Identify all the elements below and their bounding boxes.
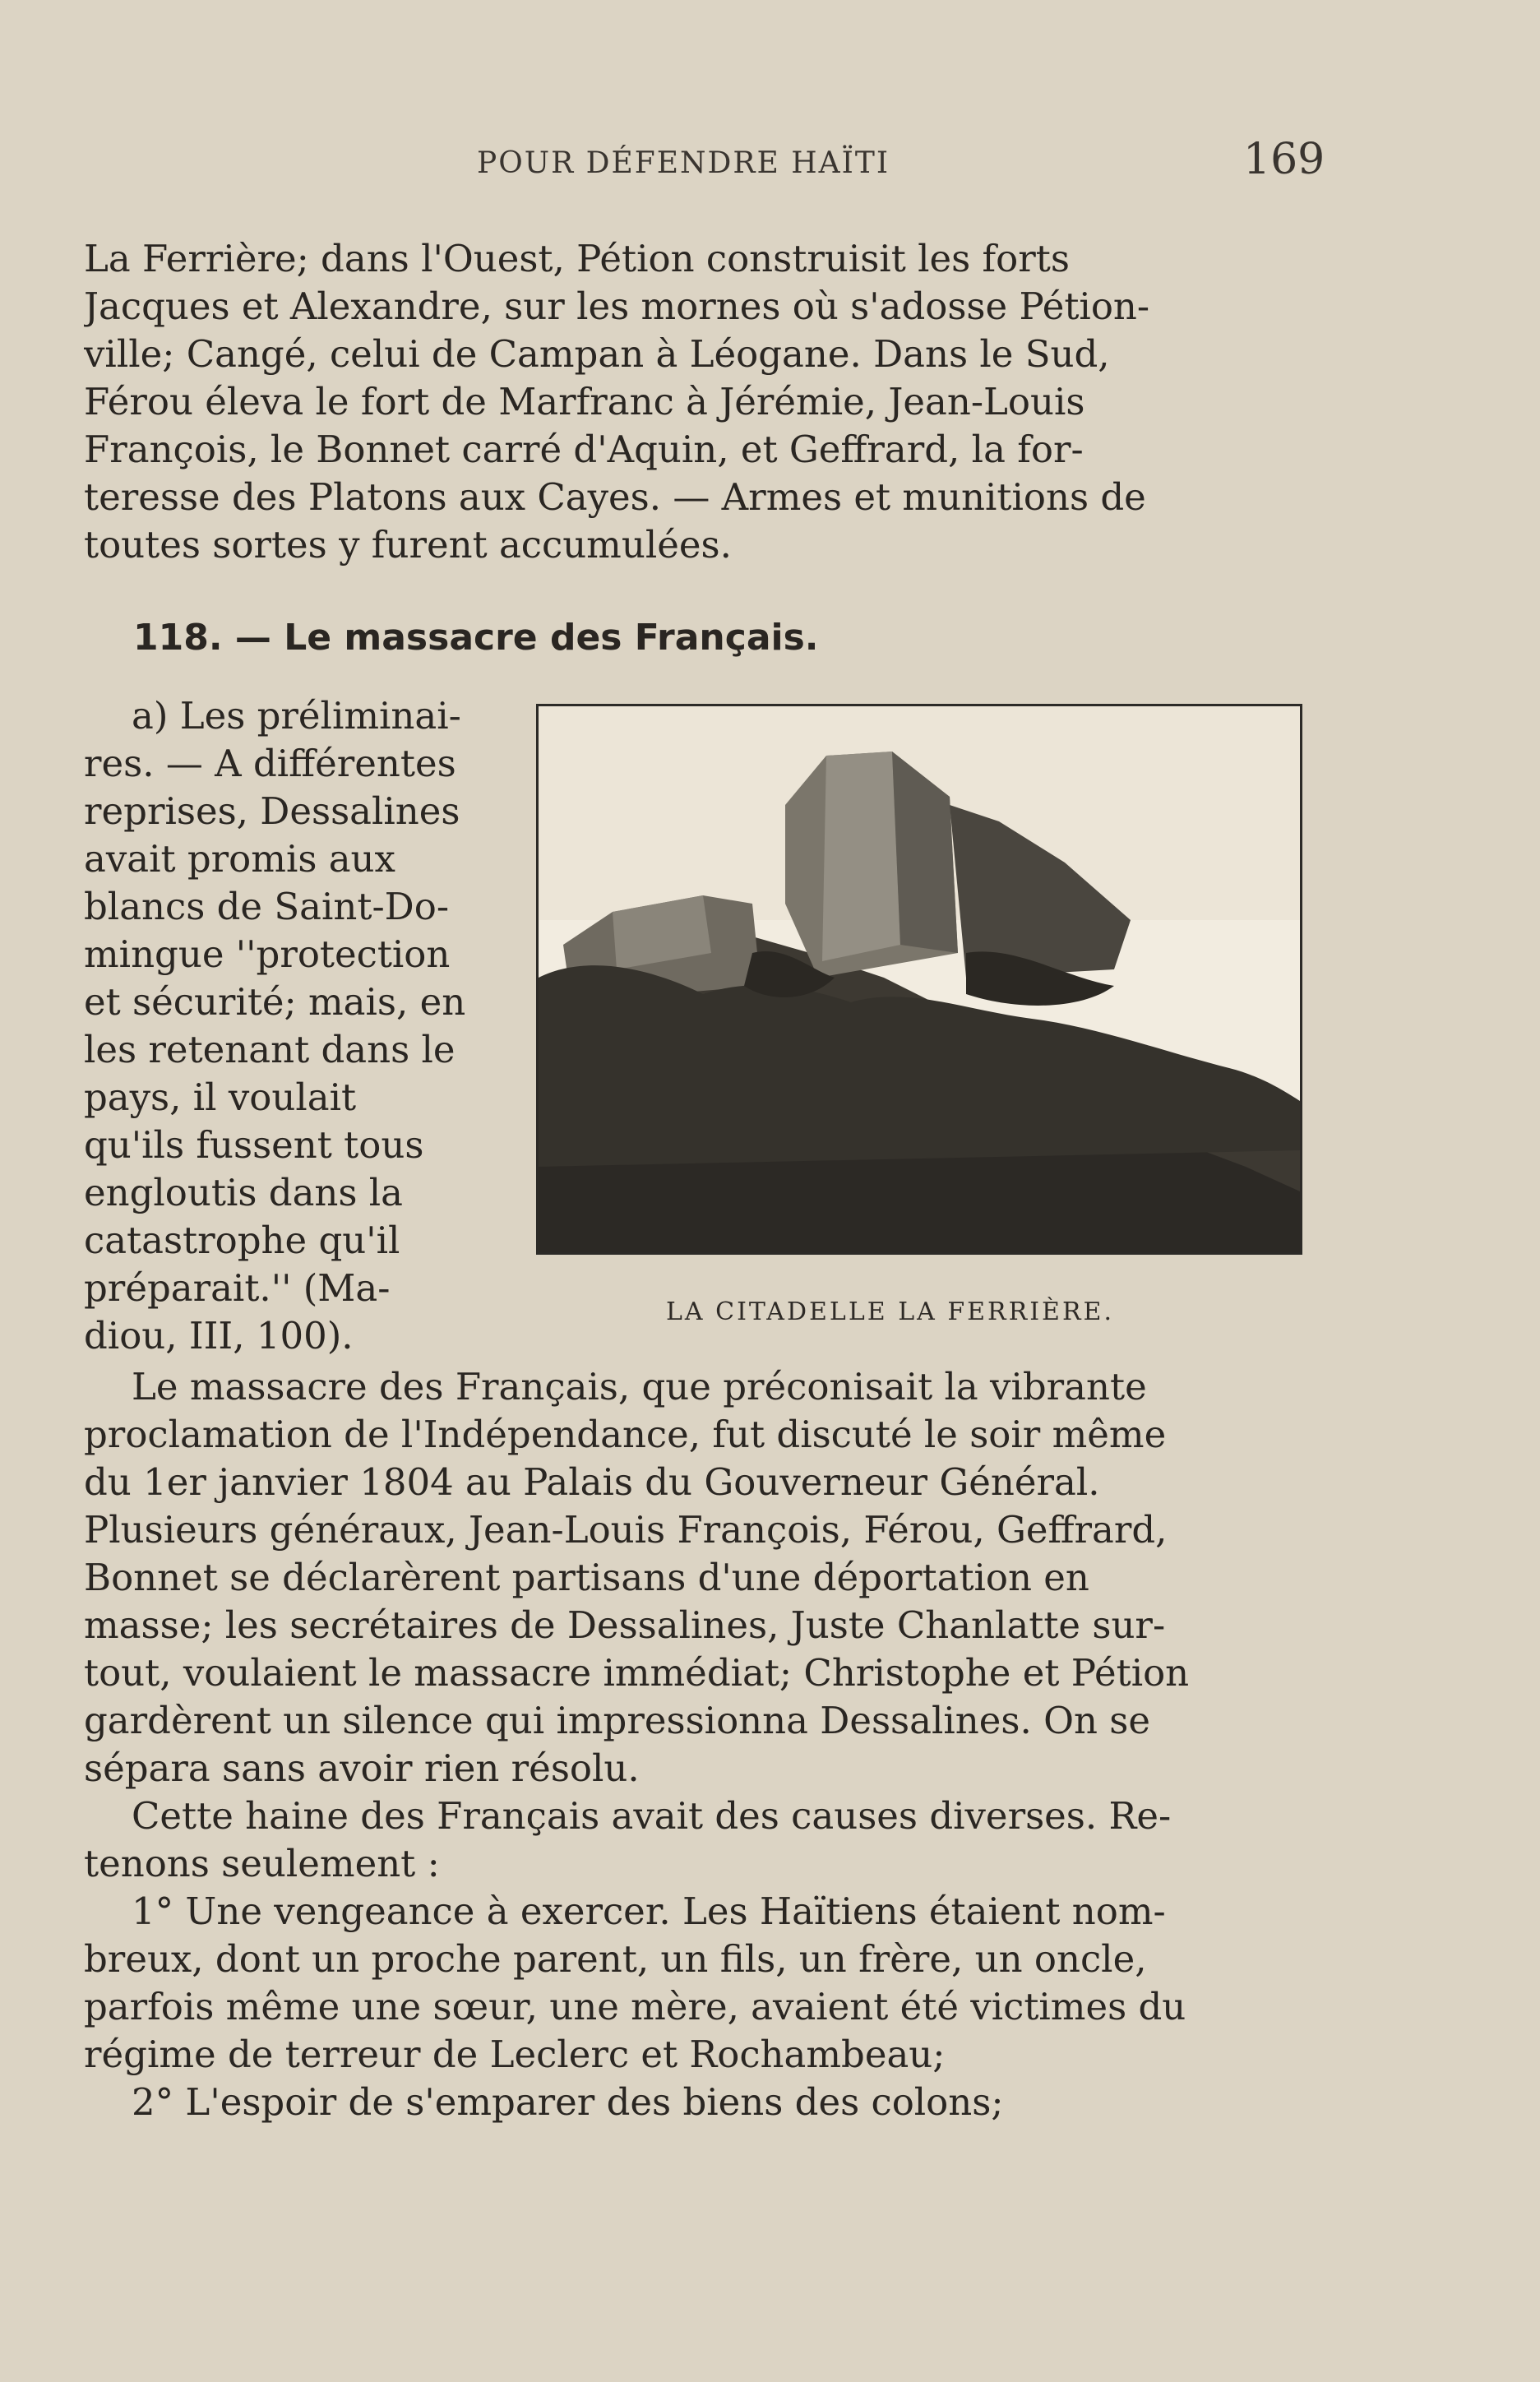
text-line: régime de terreur de Leclerc et Rochambeau;: [84, 2033, 946, 2076]
text-line: pays, il voulait: [84, 1075, 357, 1119]
text-line: 1° Une vengeance à exercer. Les Haïtiens étaient nom-: [132, 1889, 1166, 1933]
text-line: toutes sortes y furent accumulées.: [84, 523, 732, 567]
text-line: masse; les secrétaires de Dessalines, Juste Chanlatte sur-: [84, 1603, 1166, 1647]
text-line: gardèrent un silence qui impressionna Dessalines. On se: [84, 1699, 1150, 1742]
text-line: préparait.'' (Ma-: [84, 1266, 391, 1310]
text-line: mingue ''protection: [84, 932, 451, 976]
side-paragraph: [84, 692, 507, 1360]
text-line: teresse des Platons aux Cayes. — Armes et munitions de: [84, 475, 1146, 519]
text-line: du 1er janvier 1804 au Palais du Gouverneur Général.: [84, 1460, 1100, 1504]
text-line: breux, dont un proche parent, un fils, un frère, un oncle,: [84, 1937, 1147, 1981]
text-line: ville; Cangé, celui de Campan à Léogane. Dans le Sud,: [84, 332, 1110, 376]
citadel-illustration: [539, 706, 1300, 1252]
text-line: 2° L'espoir de s'emparer des biens des colons;: [132, 2080, 1004, 2124]
text-line: Plusieurs généraux, Jean-Louis François, Férou, Geffrard,: [84, 1508, 1168, 1552]
text-line: avait promis aux: [84, 837, 395, 881]
page-number: 169: [1243, 135, 1325, 184]
text-line: reprises, Dessalines: [84, 789, 460, 833]
text-line: Cette haine des Français avait des causes diverses. Re-: [132, 1794, 1172, 1838]
text-line: Bonnet se déclarèrent partisans d'une déportation en: [84, 1556, 1089, 1599]
text-line: les retenant dans le: [84, 1028, 456, 1071]
text-line: François, le Bonnet carré d'Aquin, et Geffrard, la for-: [84, 428, 1084, 471]
text-line: engloutis dans la: [84, 1171, 403, 1214]
text-line: qu'ils fussent tous: [84, 1123, 424, 1167]
text-line: Férou éleva le fort de Marfranc à Jérémie, Jean-Louis: [84, 380, 1085, 423]
text-line: La Ferrière; dans l'Ouest, Pétion construisit les forts: [84, 237, 1070, 280]
body-paragraphs: [84, 1363, 1316, 2126]
text-line: sépara sans avoir rien résolu.: [84, 1746, 640, 1790]
text-line: parfois même une sœur, une mère, avaient été victimes du: [84, 1985, 1186, 2028]
section-heading: 118. — Le massacre des Français.: [133, 617, 819, 659]
figure-caption: LA CITADELLE LA FERRIÈRE.: [666, 1297, 1114, 1326]
text-line: res. — A différentes: [84, 742, 456, 785]
intro-paragraph: [84, 235, 1316, 569]
text-line: tenons seulement :: [84, 1842, 440, 1885]
text-line: et sécurité; mais, en: [84, 980, 466, 1024]
text-line: Jacques et Alexandre, sur les mornes où s'adosse Pétion-: [84, 284, 1150, 328]
text-line: proclamation de l'Indépendance, fut discuté le soir même: [84, 1413, 1167, 1456]
text-line: catastrophe qu'il: [84, 1219, 400, 1262]
text-line: a) Les préliminai-: [132, 694, 461, 738]
text-line: Le massacre des Français, que préconisait la vibrante: [132, 1365, 1147, 1408]
text-line: blancs de Saint-Do-: [84, 885, 450, 928]
running-head: POUR DÉFENDRE HAÏTI: [477, 146, 890, 180]
citadel-photo: [536, 704, 1302, 1255]
text-line: diou, III, 100).: [84, 1314, 354, 1358]
text-line: tout, voulaient le massacre immédiat; Christophe et Pétion: [84, 1651, 1190, 1695]
